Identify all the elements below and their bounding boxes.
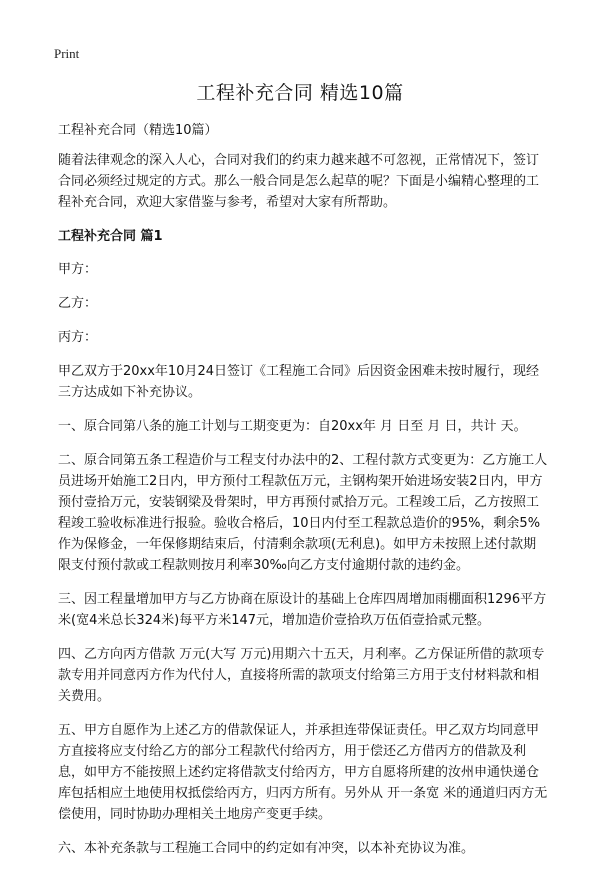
clause-6: 六、本补充条款与工程施工合同中的约定如有冲突，以本补充协议为准。 bbox=[58, 841, 475, 856]
page-title: 工程补充合同 精选10篇 bbox=[196, 82, 404, 104]
print-link[interactable]: Print bbox=[54, 46, 80, 61]
clause-1: 一、原合同第八条的施工计划与工期变更为：自20xx年 月 日至 月 日，共计 天。 bbox=[58, 419, 527, 434]
document-body bbox=[58, 120, 548, 872]
intro-paragraph: 随着法律观念的深入人心，合同对我们的约束力越来越不可忽视，正常情况下，签订合同必须经过规定的方式。那么一般合同是怎么起草的呢？下面是小编精心整理的工程补充合同，欢迎大家借鉴与参考，希望对大家有所帮助。 bbox=[58, 153, 540, 210]
clause-5: 五、甲方自愿作为上述乙方的借款保证人，并承担连带保证责任。甲乙双方均同意甲方直接将应支付给乙方的部分工程款代付给丙方，用于偿还乙方借丙方的借款及利息，如甲方不能按照上述约定将借款支付给丙方，甲方自愿将所建的汝州申通快递仓库包括相应土地使用权抵偿给丙方，归丙方所有。另外从 开一条宽 米的通道归丙方无偿使用，同时协助办理相关土地房产变更手续。 bbox=[58, 723, 548, 822]
party-b-label: 乙方： bbox=[58, 296, 98, 311]
clause-2: 二、原合同第五条工程造价与工程支付办法中的2、工程付款方式变更为：乙方施工人员进场开始施工2日内，甲方预付工程款伍万元，主钢构架开始进场安装2日内，甲方预付壹拾万元，安装钢梁及骨架时，甲方再预付贰拾万元。工程竣工后，乙方按照工程竣工验收标准进行报验。验收合格后，10日内付至工程款总造价的95%，剩余5%作为保修金，一年保修期结束后，付清剩余款项(无利息)。如甲方未按照上述付款期限支付预付款或工程款则按月利率30‰向乙方支付逾期付款的违约金。 bbox=[58, 453, 548, 573]
clause-4: 四、乙方向丙方借款 万元(大写 万元)用期六十五天，月利率。乙方保证所借的款项专款专用并同意丙方作为代付人，直接将所需的款项支付给第三方用于支付材料款和相关费用。 bbox=[58, 647, 545, 704]
section-heading: 工程补充合同 篇1 bbox=[58, 229, 163, 244]
clause-3: 三、因工程量增加甲方与乙方协商在原设计的基础上仓库四周增加雨棚面积1296平方米(宽4米总长324米)每平方米147元，增加造价壹拾玖万伍佰壹拾贰元整。 bbox=[58, 592, 547, 628]
party-c-label: 丙方： bbox=[58, 330, 98, 345]
party-a-label: 甲方： bbox=[58, 262, 98, 277]
agreement-preamble: 甲乙双方于20xx年10月24日签订《工程施工合同》后因资金困难未按时履行，现经三方达成如下补充协议。 bbox=[58, 364, 540, 400]
document-subtitle: 工程补充合同（精选10篇） bbox=[58, 123, 218, 138]
